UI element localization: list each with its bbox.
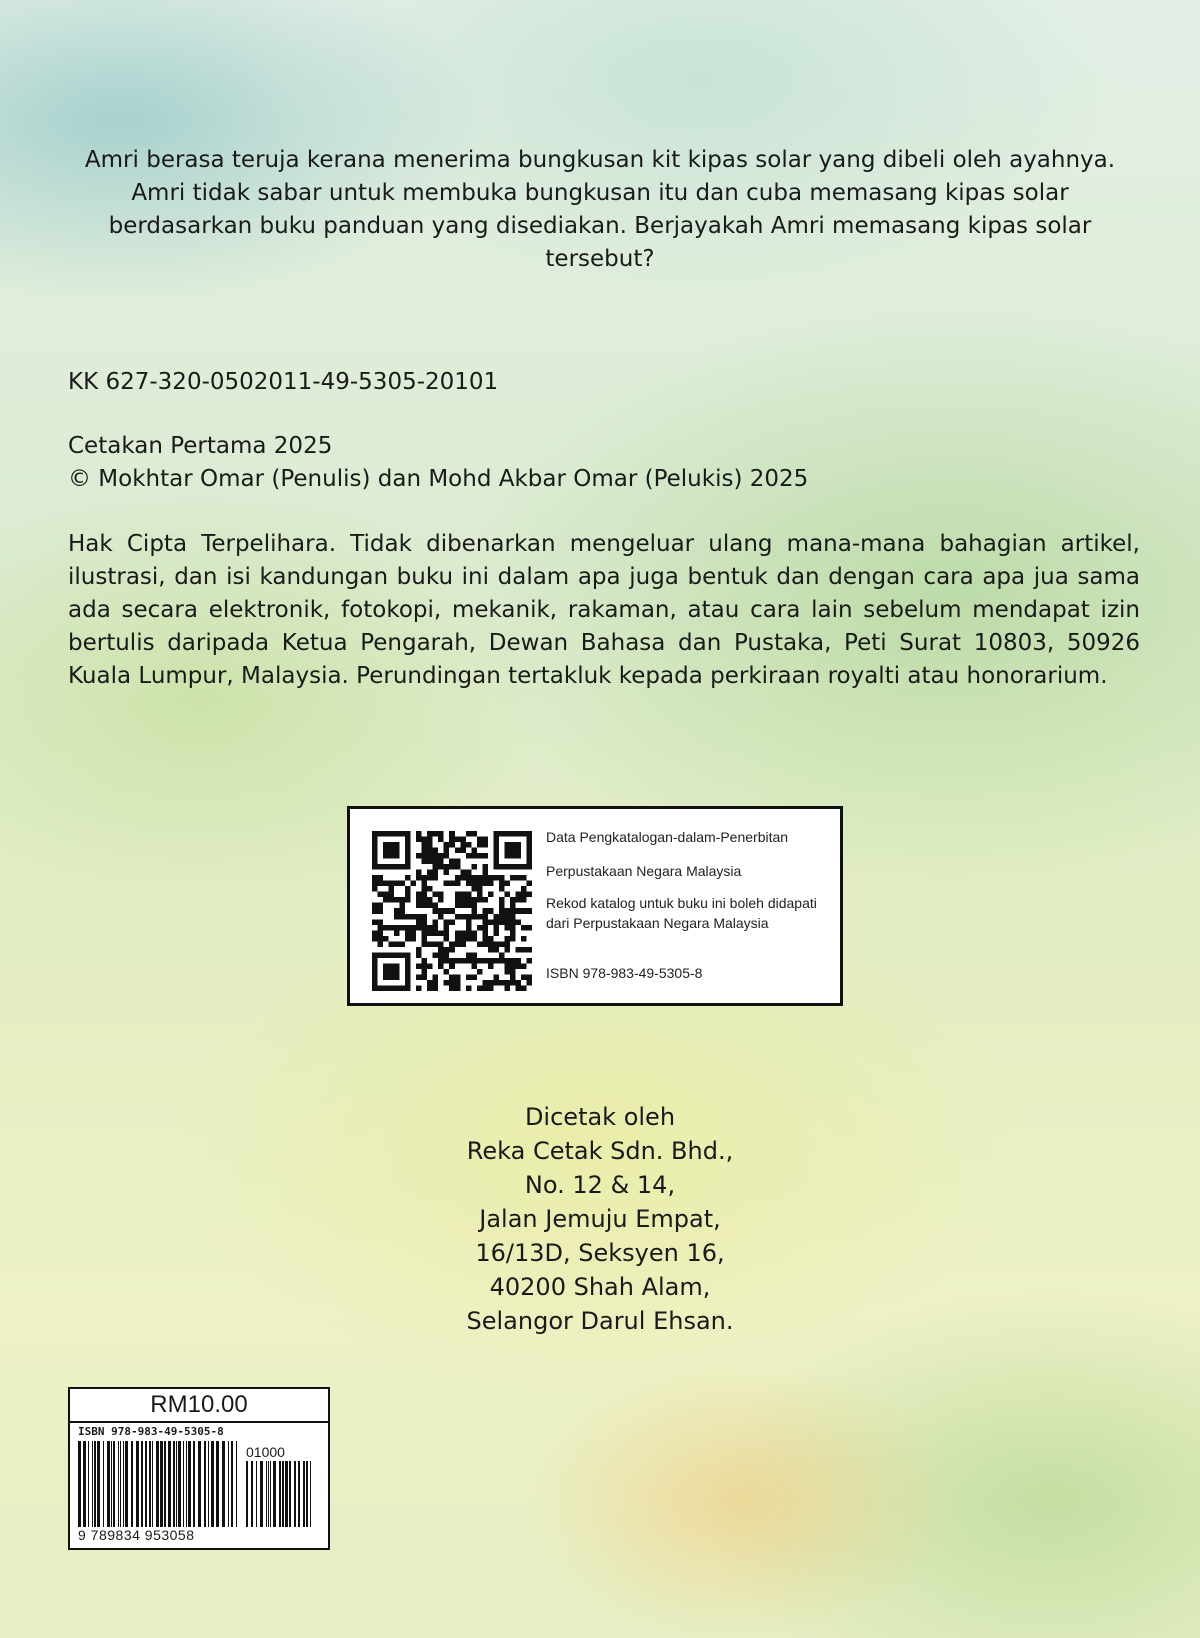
price: RM10.00 [150, 1391, 248, 1418]
copyright: © Mokhtar Omar (Penulis) dan Mohd Akbar Omar (Pelukis) 2025 [68, 466, 809, 492]
edition-info [68, 430, 1140, 496]
divider [70, 1421, 328, 1423]
addon-code: 01000 [246, 1444, 285, 1460]
printer-line: Jalan Jemuju Empat, [479, 1205, 721, 1233]
cip-library: Perpustakaan Negara Malaysia [546, 863, 742, 879]
printer-line: No. 12 & 14, [524, 1171, 676, 1199]
cip-isbn: ISBN 978-983-49-5305-8 [546, 965, 703, 981]
edition: Cetakan Pertama 2025 [68, 433, 333, 459]
price-barcode-label [68, 1387, 330, 1550]
synopsis: Amri berasa teruja kerana menerima bungkusan kit kipas solar yang dibeli oleh ayahnya. Amri tidak sabar untuk membuka bungkusan itu dan cuba memasang kipas solar berdasarkan buku panduan yang disediakan. Berjayakah Amri memasang kipas solar tersebut? [84, 147, 1116, 272]
cip-heading: Data Pengkatalogan-dalam-Penerbitan [546, 829, 789, 845]
kk-number: KK 627-320-0502011-49-5305-20101 [68, 369, 499, 395]
rights-notice: Hak Cipta Terpelihara. Tidak dibenarkan mengeluar ulang mana-mana bahagian artikel, ilustrasi, dan isi kandungan buku ini dalam apa juga bentuk dan dengan cara apa jua sama ada secara elektronik, fotokopi, mekanik, rakaman, atau cara lain sebelum mendapat izin bertulis daripada Ketua Pengarah, Dewan Bahasa dan Pustaka, Peti Surat 10803, 50926 Kuala Lumpur, Malaysia. Perundingan tertakluk kepada perkiraan royalti atau honorarium. [68, 531, 1140, 689]
cip-note-line1: Rekod katalog untuk buku ini boleh didapati [546, 895, 817, 911]
barcode-icon [78, 1441, 238, 1527]
addon-barcode-icon [246, 1461, 316, 1527]
qr-code-icon [372, 831, 532, 991]
printer-line: 40200 Shah Alam, [489, 1273, 711, 1301]
ean-digits: 9 789834 953058 [78, 1527, 195, 1543]
printer-line: 16/13D, Seksyen 16, [475, 1239, 725, 1267]
printer-line: Dicetak oleh [524, 1103, 676, 1131]
printer-line: Selangor Darul Ehsan. [466, 1307, 734, 1335]
cip-note-line2: dari Perpustakaan Negara Malaysia [546, 915, 769, 931]
barcode-isbn: ISBN 978-983-49-5305-8 [78, 1425, 224, 1438]
cip-box [347, 806, 843, 1006]
printer-address [400, 1100, 800, 1338]
printer-line: Reka Cetak Sdn. Bhd., [466, 1137, 734, 1165]
